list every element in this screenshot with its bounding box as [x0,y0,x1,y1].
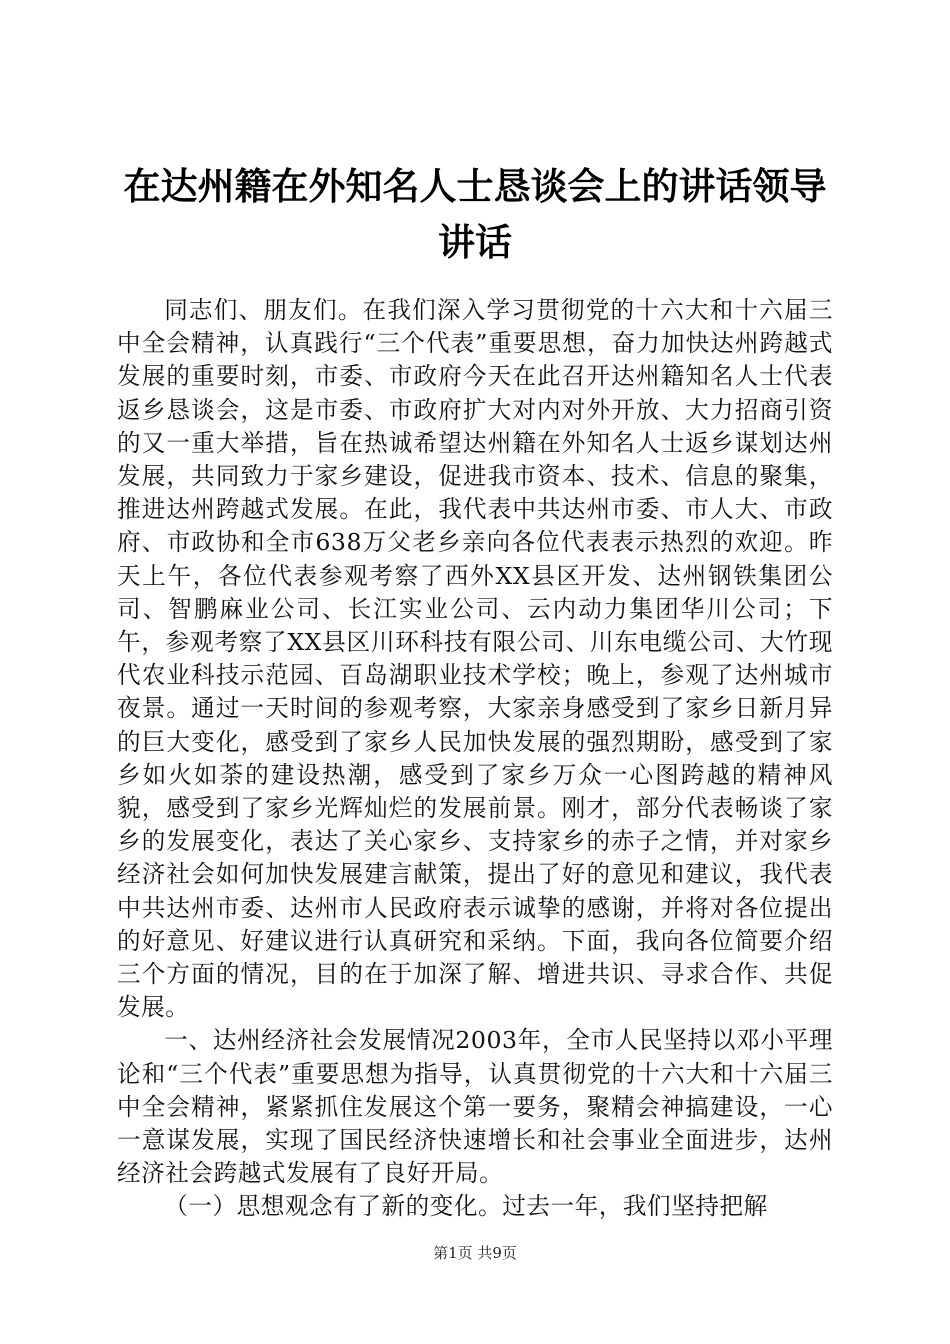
document-title: 在达州籍在外知名人士恳谈会上的讲话领导讲话 [123,164,827,264]
paragraph-3: （一）思想观念有了新的变化。过去一年，我们坚持把解 [164,1192,768,1221]
paragraph-1: 同志们、朋友们。在我们深入学习贯彻党的十六大和十六届三中全会精神，认真践行“三个代表”重要思想，奋力加快达州跨越式发展的重要时刻，市委、市政府今天在此召开达州籍知名人士代表返乡恳谈会，这是市委、市政府扩大对内对外开放、大力招商引资的又一重大举措，旨在热诚希望达州籍在外知名人士返乡谋划达州发展，共同致力于家乡建设，促进我市资本、技术、信息的聚集，推进达州跨越式发展。在此，我代表中共达州市委、市人大、市政府、市政协和全市638万父老乡亲向各位代表表示热烈的欢迎。昨天上午，各位代表参观考察了西外XX县区开发、达州钢铁集团公司、智鹏麻业公司、长江实业公司、云内动力集团华川公司；下午，参观考察了XX县区川环科技有限公司、川东电缆公司、大竹现代农业科技示范园、百岛湖职业技术学校；晚上，参观了达州城市夜景。通过一天时间的参观考察，大家亲身感受到了家乡日新月异的巨大变化，感受到了家乡人民加快发展的强烈期盼，感受到了家乡如火如荼的建设热潮，感受到了家乡万众一心图跨越的精神风貌，感受到了家乡光辉灿烂的发展前景。刚才，部分代表畅谈了家乡的发展变化，表达了关心家乡、支持家乡的赤子之情，并对家乡经济社会如何加快发展建言献策，提出了好的意见和建议，我代表中共达州市委、达州市人民政府表示诚挚的感谢，并将对各位提出的好意见、好建议进行认真研究和采纳。下面，我向各位简要介绍三个方面的情况，目的在于加深了解、增进共识、寻求合作、共促发展。 [117,296,833,1022]
paragraph-2: 一、达州经济社会发展情况2003年，全市人民坚持以邓小平理论和“三个代表”重要思想为指导，认真贯彻党的十六大和十六届三中全会精神，紧紧抓住发展这个第一要务，聚精会神搞建设，一心一意谋发展，实现了国民经济快速增长和社会事业全面进步，达州经济社会跨越式发展有了良好开局。 [117,1026,833,1188]
page-number-footer: 第1页 共9页 [433,1244,517,1262]
document-body [117,294,833,1224]
